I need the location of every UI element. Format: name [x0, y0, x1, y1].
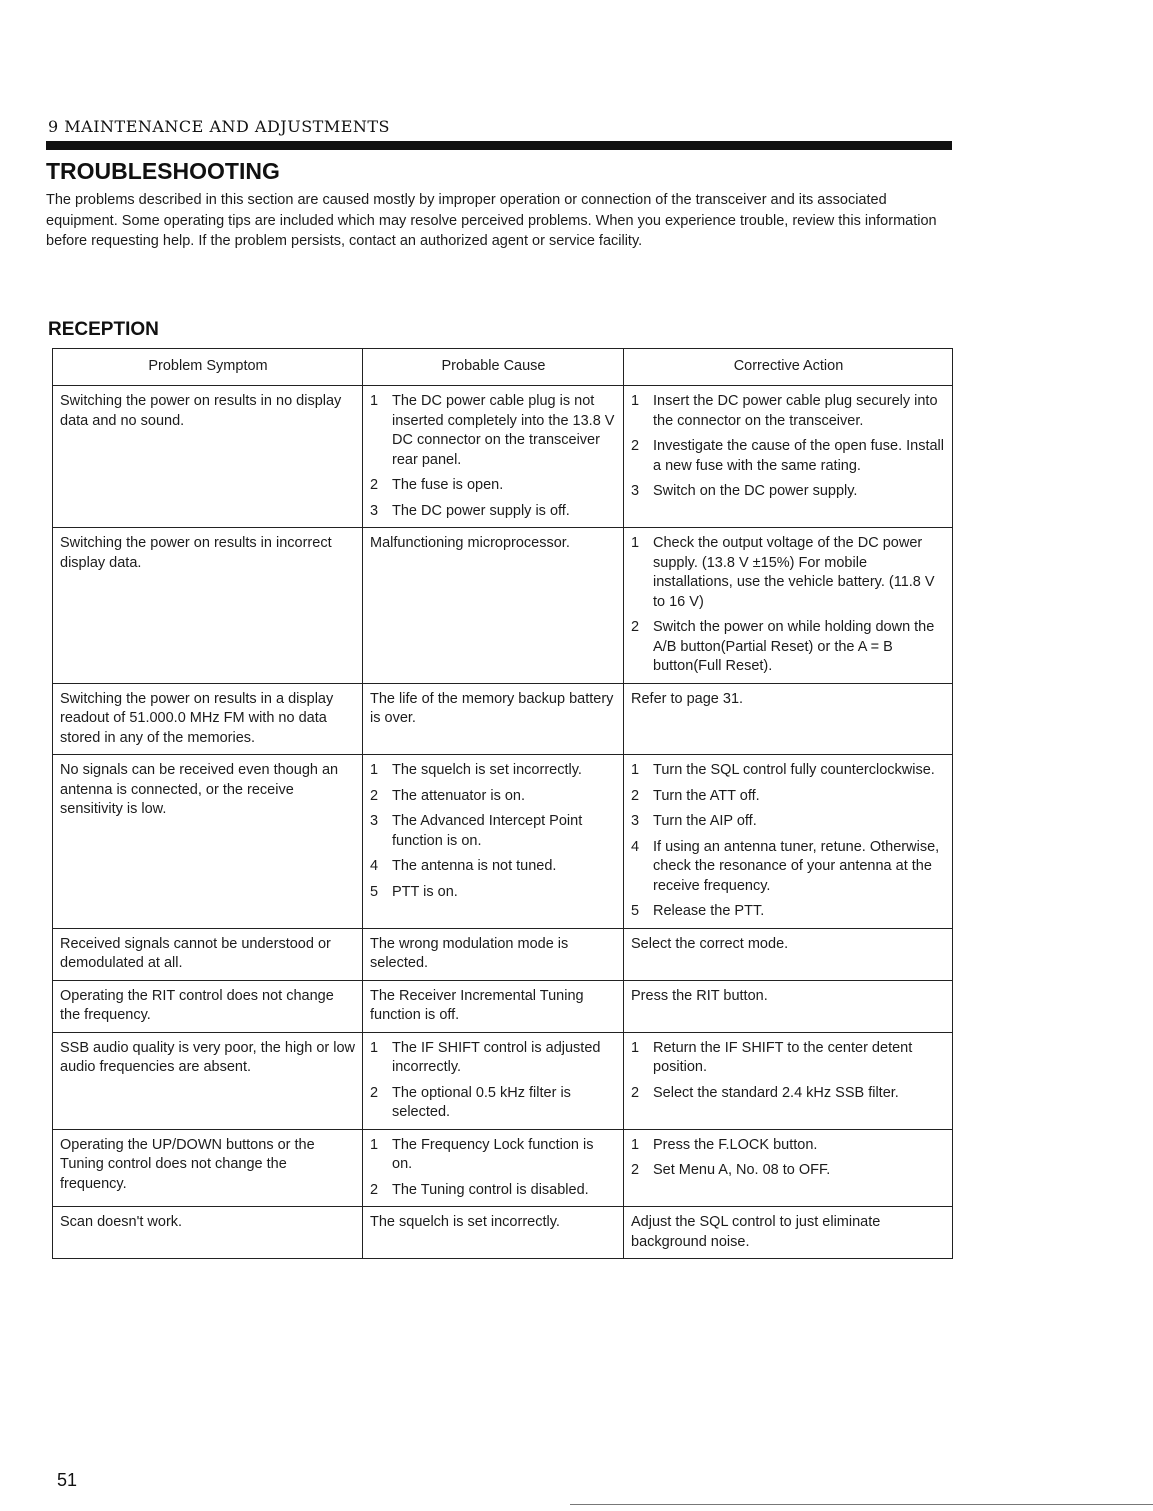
action-item-number: 1 [631, 762, 640, 778]
cause-item [370, 787, 617, 807]
cause-item-number: 2 [370, 787, 379, 804]
action-item-number: 1 [631, 1039, 640, 1056]
cause-item-text: The DC power supply is off. [392, 502, 570, 519]
action-item-text: Return the IF SHIFT to the center detent position. [653, 1039, 913, 1075]
symptom-cell: Scan doesn't work. [53, 1207, 363, 1259]
table-row [53, 683, 953, 755]
cause-item-text: The Advanced Intercept Point function is on. [392, 813, 583, 849]
cause-cell [363, 980, 624, 1032]
action-item [631, 761, 946, 781]
cause-item-number: 3 [370, 502, 379, 519]
action-cell [624, 755, 953, 929]
cause-item [370, 883, 617, 903]
cause-item [370, 476, 617, 496]
column-header-symptom: Problem Symptom [53, 349, 363, 386]
action-item [631, 902, 946, 922]
action-list [631, 392, 946, 502]
action-cell [624, 386, 953, 528]
cause-item-text: The attenuator is on. [392, 787, 525, 804]
action-cell [624, 1207, 953, 1259]
action-item-text: Release the PTT. [653, 903, 765, 919]
cause-item [370, 761, 617, 781]
action-item-number: 2 [631, 787, 640, 804]
cause-cell [363, 386, 624, 528]
cause-item [370, 857, 617, 877]
column-header-action: Corrective Action [624, 349, 953, 386]
cause-item [370, 1084, 617, 1123]
action-list [631, 1136, 946, 1181]
action-text: Select the correct mode. [631, 935, 789, 952]
table-body [53, 386, 953, 1259]
action-item [631, 618, 946, 677]
cause-item-text: The antenna is not tuned. [392, 858, 557, 874]
cause-cell [363, 1129, 624, 1207]
action-item-text: Turn the SQL control fully counterclockwise. [653, 762, 935, 778]
cause-list [370, 1039, 617, 1123]
cause-item-text: The squelch is set incorrectly. [392, 762, 582, 778]
action-cell [624, 1129, 953, 1207]
page-title: TROUBLESHOOTING [46, 158, 280, 184]
action-item-text: Check the output voltage of the DC power supply. (13.8 V ±15%) For mobile installations, use the vehicle battery. (11.8 V to 16 V) [653, 535, 935, 610]
cause-list [370, 392, 617, 521]
cause-item-number: 1 [370, 1039, 379, 1056]
action-item-text: Set Menu A, No. 08 to OFF. [653, 1162, 831, 1178]
action-item-number: 1 [631, 535, 640, 551]
action-item-number: 2 [631, 1162, 640, 1178]
symptom-cell: Received signals cannot be understood or demodulated at all. [53, 928, 363, 980]
cause-list [370, 1136, 617, 1201]
action-text: Refer to page 31. [631, 690, 744, 707]
action-item [631, 534, 946, 612]
action-item-text: Investigate the cause of the open fuse. Install a new fuse with the same rating. [653, 438, 944, 474]
action-item [631, 1039, 946, 1078]
action-cell [624, 528, 953, 684]
action-list [631, 761, 946, 922]
cause-item-text: The IF SHIFT control is adjusted incorrectly. [392, 1039, 601, 1075]
action-item-number: 1 [631, 393, 640, 409]
table-header-row [53, 349, 953, 386]
symptom-cell: Switching the power on results in incorrect display data. [53, 528, 363, 684]
action-text: Press the RIT button. [631, 987, 768, 1004]
footer-rule [570, 1504, 1153, 1505]
action-item-number: 1 [631, 1136, 640, 1153]
action-item-number: 3 [631, 813, 640, 829]
column-header-cause: Probable Cause [363, 349, 624, 386]
table-row [53, 1207, 953, 1259]
symptom-cell: Operating the UP/DOWN buttons or the Tuning control does not change the frequency. [53, 1129, 363, 1207]
cause-cell [363, 528, 624, 684]
action-item-number: 2 [631, 619, 640, 635]
action-item [631, 437, 946, 476]
cause-item-number: 3 [370, 813, 379, 829]
cause-cell [363, 928, 624, 980]
action-text: Adjust the SQL control to just eliminate background noise. [631, 1214, 881, 1250]
table-row [53, 1129, 953, 1207]
cause-item-number: 2 [370, 1084, 379, 1101]
action-item-number: 2 [631, 1084, 640, 1101]
action-item-text: If using an antenna tuner, retune. Otherwise, check the resonance of your antenna at the receive frequency. [653, 838, 940, 894]
cause-item-number: 4 [370, 858, 379, 874]
table-row [53, 755, 953, 929]
cause-item [370, 1136, 617, 1175]
cause-text: The wrong modulation mode is selected. [370, 935, 569, 971]
cause-text: The Receiver Incremental Tuning function is off. [370, 987, 584, 1023]
cause-item-text: The fuse is open. [392, 477, 504, 493]
troubleshooting-table [52, 348, 953, 1259]
cause-text: Malfunctioning microprocessor. [370, 535, 570, 551]
action-item [631, 482, 946, 502]
symptom-cell: Switching the power on results in a display readout of 51.000.0 MHz FM with no data stored in any of the memories. [53, 683, 363, 755]
table-row [53, 528, 953, 684]
action-item-text: Insert the DC power cable plug securely into the connector on the transceiver. [653, 393, 938, 429]
action-item-text: Switch on the DC power supply. [653, 483, 858, 499]
cause-item [370, 502, 617, 522]
table-row [53, 1032, 953, 1129]
cause-list [370, 761, 617, 902]
action-item [631, 1161, 946, 1181]
action-item [631, 1084, 946, 1104]
cause-item-text: The Tuning control is disabled. [392, 1181, 589, 1198]
cause-item-number: 2 [370, 1181, 379, 1198]
cause-item-number: 1 [370, 393, 379, 409]
action-cell [624, 1032, 953, 1129]
header-rule [46, 141, 952, 150]
table-row [53, 928, 953, 980]
symptom-cell: SSB audio quality is very poor, the high or low audio frequencies are absent. [53, 1032, 363, 1129]
cause-item-number: 1 [370, 762, 379, 778]
action-item [631, 812, 946, 832]
action-item [631, 838, 946, 897]
action-item [631, 392, 946, 431]
section-header: 9 MAINTENANCE AND ADJUSTMENTS [48, 117, 391, 136]
action-item [631, 1136, 946, 1156]
action-list [631, 1039, 946, 1104]
symptom-cell: No signals can be received even though an antenna is connected, or the receive sensitivity is low. [53, 755, 363, 929]
cause-item-text: The Frequency Lock function is on. [392, 1136, 594, 1172]
action-item-number: 5 [631, 903, 640, 919]
action-item-number: 3 [631, 483, 640, 499]
cause-item [370, 392, 617, 470]
action-item-text: Switch the power on while holding down the A/B button(Partial Reset) or the A = B button(Full Reset). [653, 619, 935, 674]
action-item [631, 787, 946, 807]
cause-cell [363, 1207, 624, 1259]
cause-text: The squelch is set incorrectly. [370, 1214, 560, 1230]
cause-item-number: 2 [370, 477, 379, 493]
action-item-number: 2 [631, 438, 640, 454]
action-item-text: Press the F.LOCK button. [653, 1136, 818, 1153]
intro-paragraph: The problems described in this section are caused mostly by improper operation or connection of the transceiver and its associated equipment. Some operating tips are included which may resolve perceived problems. When you experience trouble, review this information before requesting help. If the problem persists, contact an authorized agent or service facility. [46, 192, 937, 249]
action-cell [624, 683, 953, 755]
cause-item-text: PTT is on. [392, 883, 458, 900]
action-item-text: Turn the AIP off. [653, 813, 757, 829]
action-item-number: 4 [631, 838, 640, 855]
cause-item-text: The optional 0.5 kHz filter is selected. [392, 1084, 571, 1120]
page-number: 51 [57, 1470, 78, 1490]
table-row [53, 980, 953, 1032]
cause-cell [363, 1032, 624, 1129]
action-cell [624, 928, 953, 980]
cause-item-number: 1 [370, 1136, 379, 1153]
cause-text: The life of the memory backup battery is over. [370, 690, 614, 726]
symptom-cell: Switching the power on results in no display data and no sound. [53, 386, 363, 528]
cause-item-text: The DC power cable plug is not inserted completely into the 13.8 V DC connector on the transceiver rear panel. [392, 393, 615, 468]
cause-item [370, 1039, 617, 1078]
action-item-text: Turn the ATT off. [653, 787, 760, 804]
action-item-text: Select the standard 2.4 kHz SSB filter. [653, 1084, 899, 1101]
table-row [53, 386, 953, 528]
cause-item-number: 5 [370, 883, 379, 900]
cause-item [370, 1181, 617, 1201]
symptom-cell: Operating the RIT control does not change the frequency. [53, 980, 363, 1032]
cause-item [370, 812, 617, 851]
reception-heading: RECEPTION [48, 319, 159, 340]
cause-cell [363, 755, 624, 929]
cause-cell [363, 683, 624, 755]
action-cell [624, 980, 953, 1032]
action-list [631, 534, 946, 677]
